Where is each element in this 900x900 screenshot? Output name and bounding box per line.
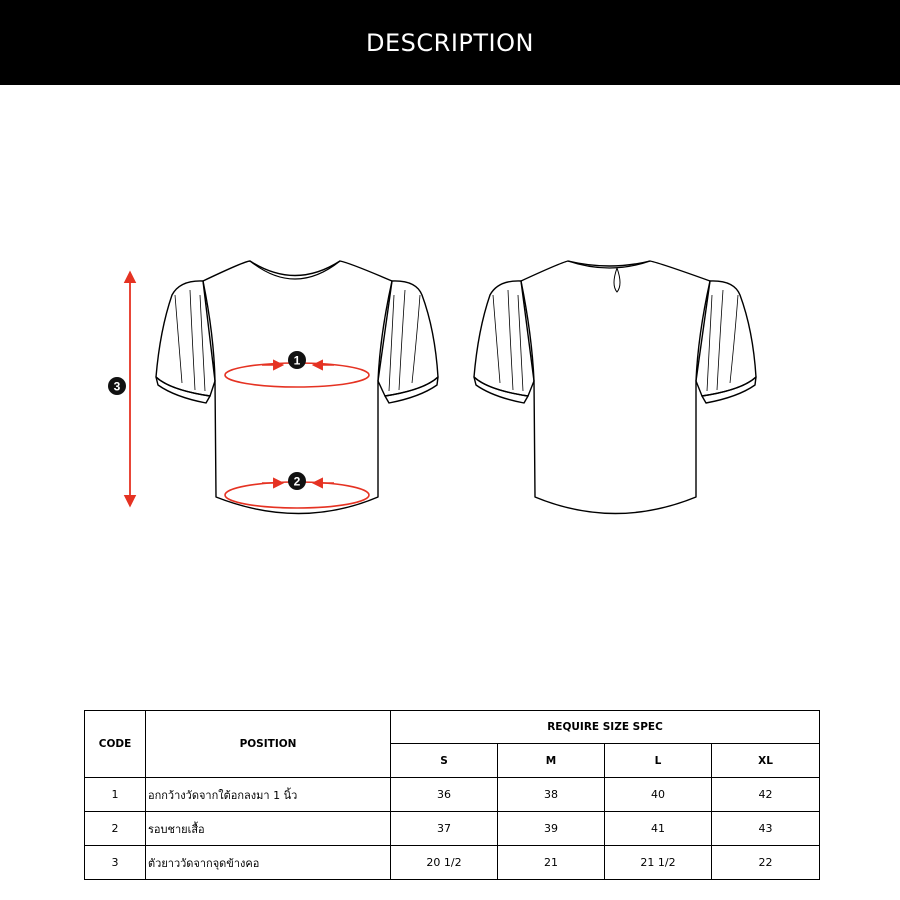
row-value-l: 21 1/2 bbox=[605, 846, 712, 880]
row-code: 2 bbox=[85, 812, 146, 846]
row-value-xl: 43 bbox=[712, 812, 820, 846]
row-code: 3 bbox=[85, 846, 146, 880]
row-position: รอบชายเสื้อ bbox=[146, 812, 391, 846]
spec-header: REQUIRE SIZE SPEC bbox=[391, 711, 820, 744]
header-bar bbox=[0, 0, 900, 85]
row-value-s: 37 bbox=[391, 812, 498, 846]
back-keyhole bbox=[614, 268, 620, 292]
back-right-pleats bbox=[707, 290, 738, 391]
table-row bbox=[85, 812, 820, 846]
row-position: ตัวยาววัดจากจุดข้างคอ bbox=[146, 846, 391, 880]
size-header-l: L bbox=[605, 744, 712, 778]
row-value-xl: 42 bbox=[712, 778, 820, 812]
marker-1-label: 1 bbox=[293, 353, 301, 368]
row-value-l: 40 bbox=[605, 778, 712, 812]
back-left-pleats bbox=[493, 290, 523, 391]
row-value-xl: 22 bbox=[712, 846, 820, 880]
row-value-s: 20 1/2 bbox=[391, 846, 498, 880]
size-header-xl: XL bbox=[712, 744, 820, 778]
marker-2-label: 2 bbox=[293, 474, 301, 489]
size-header-m: M bbox=[498, 744, 605, 778]
front-neckline bbox=[250, 261, 340, 279]
row-value-l: 41 bbox=[605, 812, 712, 846]
back-body-outline bbox=[521, 261, 710, 514]
front-left-cuff bbox=[156, 377, 210, 403]
hem-measure bbox=[225, 472, 369, 508]
front-left-pleats bbox=[175, 290, 205, 391]
position-header: POSITION bbox=[146, 711, 391, 778]
size-spec-table bbox=[84, 710, 820, 880]
front-right-cuff bbox=[385, 377, 438, 403]
back-right-sleeve bbox=[696, 281, 756, 396]
garment-diagram bbox=[0, 85, 900, 685]
table-row bbox=[85, 846, 820, 880]
front-left-sleeve bbox=[156, 281, 215, 396]
row-value-m: 39 bbox=[498, 812, 605, 846]
back-left-sleeve bbox=[474, 281, 534, 396]
table-row bbox=[85, 778, 820, 812]
back-view bbox=[474, 261, 756, 514]
row-value-s: 36 bbox=[391, 778, 498, 812]
front-right-sleeve bbox=[378, 281, 438, 396]
row-value-m: 21 bbox=[498, 846, 605, 880]
back-right-cuff bbox=[702, 377, 756, 403]
row-value-m: 38 bbox=[498, 778, 605, 812]
back-neckline bbox=[568, 261, 650, 268]
code-header: CODE bbox=[85, 711, 146, 778]
front-right-pleats bbox=[389, 290, 420, 391]
row-code: 1 bbox=[85, 778, 146, 812]
page-title: DESCRIPTION bbox=[366, 28, 534, 57]
chest-measure bbox=[225, 351, 369, 387]
size-header-s: S bbox=[391, 744, 498, 778]
length-measure bbox=[108, 273, 130, 505]
row-position: อกกว้างวัดจากใต้อกลงมา 1 นิ้ว bbox=[146, 778, 391, 812]
marker-3-label: 3 bbox=[113, 379, 121, 394]
back-left-cuff bbox=[474, 377, 528, 403]
